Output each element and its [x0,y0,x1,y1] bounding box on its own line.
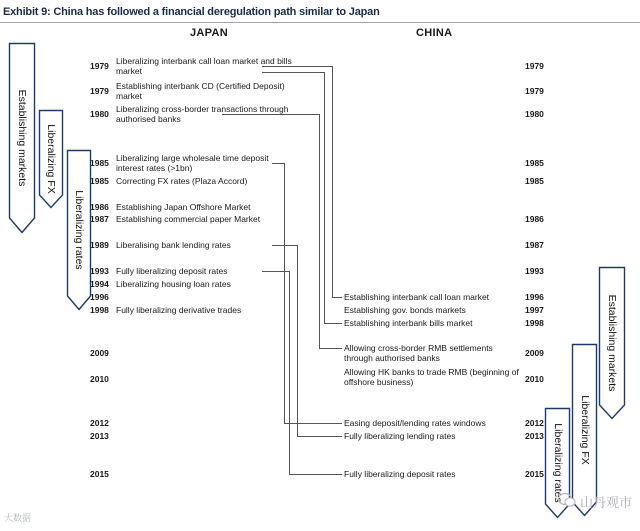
japan-event: Fully liberalizing derivative trades [116,305,242,315]
connector-line [284,163,285,423]
china-year: 1980 [525,109,544,119]
china-year: 1998 [525,318,544,328]
china-year: 2013 [525,431,544,441]
china-event: Easing deposit/lending rates windows [344,418,486,428]
china-event: Allowing HK banks to trade RMB (beginning of offshore business) [344,367,519,387]
phase-label: Liberalizing FX [45,124,57,194]
japan-year: 1994 [90,279,109,289]
china-year: 1985 [525,158,544,168]
china-event: Allowing cross-border RMB settlements through authorised banks [344,343,493,363]
phase-label: Establishing markets [16,89,28,187]
china-phase-establishing-markets-arrow [599,267,625,419]
title-divider [0,22,640,23]
watermark-right: 山丹观市 [580,495,633,510]
japan-year: 1980 [90,109,109,119]
china-event: Fully liberalizing deposit rates [344,469,456,479]
japan-event: Liberalizing cross-border transactions through authorised banks [116,104,289,124]
japan-year: 1979 [90,86,109,96]
japan-event: Establishing commercial paper Market [116,214,261,224]
phase-label: Liberalizing rates [551,423,564,503]
connector-line [332,66,333,297]
china-year: 1985 [525,176,544,186]
connector-line [262,271,290,272]
phase-label: Liberalizing rates [73,190,85,270]
china-year: 2010 [525,374,544,384]
china-year: 1996 [525,292,544,302]
connector-line [284,423,342,424]
japan-year: 2012 [90,418,109,428]
exhibit-title: Exhibit 9: China has followed a financial deregulation path similar to Japan [3,6,380,18]
connector-line [289,474,342,475]
china-column-header: CHINA [416,27,453,39]
china-event: Establishing interbank call loan market [344,292,490,302]
japan-year: 1987 [90,214,109,224]
china-year: 2012 [525,418,544,428]
china-year: 1997 [525,305,544,315]
china-year: 2015 [525,469,544,479]
japan-phase-liberalizing-rates-arrow [67,150,91,310]
japan-event: Liberalizing housing loan rates [116,279,231,289]
connector-line [297,436,342,437]
japan-year: 1985 [90,176,109,186]
china-year: 1993 [525,266,544,276]
japan-year: 2013 [90,431,109,441]
japan-phase-liberalizing-fx-arrow [39,110,63,208]
china-year: 2009 [525,348,544,358]
japan-year: 1989 [90,240,109,250]
china-phase-liberalizing-fx-arrow [572,344,597,516]
japan-year: 1993 [90,266,109,276]
japan-phase-establishing-markets-arrow [9,43,35,233]
japan-event: Fully liberalizing deposit rates [116,266,228,276]
japan-year: 1996 [90,292,109,302]
connector-line [319,348,342,349]
japan-event: Establishing interbank CD (Certified Deposit) market [116,81,285,101]
watermark-left: 大数据 [4,513,32,523]
china-event: Fully liberalizing lending rates [344,431,456,441]
china-year: 1986 [525,214,544,224]
wechat-icon [558,492,576,508]
connector-line [262,66,332,67]
japan-year: 2010 [90,374,109,384]
connector-line [272,245,298,246]
japan-year: 1985 [90,158,109,168]
connector-line [324,72,325,323]
china-event: Establishing gov. bonds markets [344,305,466,315]
connector-line [324,323,342,324]
china-event: Establishing interbank bills market [344,318,473,328]
japan-event: Liberalizing interbank call loan market and bills market [116,56,292,76]
connector-line [319,114,320,348]
japan-event: Liberalizing large wholesale time deposit interest rates (>1bn) [116,153,269,173]
japan-year: 1979 [90,61,109,71]
connector-line [289,271,290,474]
japan-year: 2015 [90,469,109,479]
japan-year: 1998 [90,305,109,315]
china-year: 1979 [525,61,544,71]
japan-event: Establishing Japan Offshore Market [116,202,251,212]
japan-column-header: JAPAN [190,27,228,39]
japan-year: 2009 [90,348,109,358]
japan-event: Liberalising bank lending rates [116,240,231,250]
connector-line [332,297,342,298]
china-year: 1979 [525,86,544,96]
connector-line [297,245,298,436]
phase-label: Establishing markets [606,294,618,392]
connector-line [222,114,320,115]
japan-year: 1986 [90,202,109,212]
japan-event: Correcting FX rates (Plaza Accord) [116,176,248,186]
china-year: 1987 [525,240,544,250]
connector-line [262,72,324,73]
phase-label: Liberalizing FX [578,395,591,465]
